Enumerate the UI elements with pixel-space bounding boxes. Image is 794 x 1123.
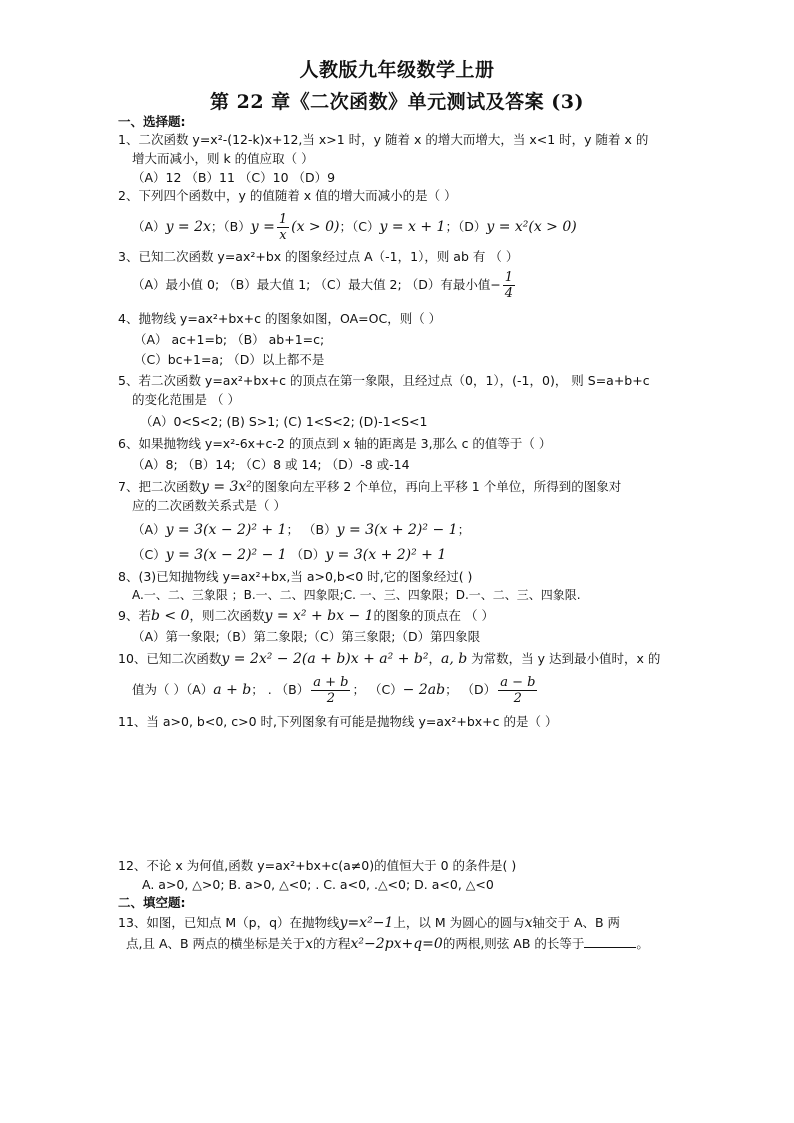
q13-x-1: x — [524, 915, 533, 931]
q7-option-b-label: ； （B） — [286, 522, 337, 537]
q13-text-b: 上，以 M 为圆心的圆与 — [393, 915, 525, 930]
q7-option-b-expr: y = 3(x + 2)² − 1 — [336, 522, 458, 538]
q7-option-c-expr: y = 3(x − 2)² − 1 — [165, 547, 287, 563]
question-1-line-1: 1、二次函数 y=x²-(12-k)x+12,当 x>1 时，y 随着 x 的增大而增大，当 x<1 时，y 随着 x 的 — [118, 132, 649, 147]
q2-option-a-label: （A） — [132, 219, 166, 234]
document-subtitle: 第 22 章《二次函数》单元测试及答案 (3) — [210, 91, 584, 113]
question-11-line-1: 11、当 a>0, b<0, c>0 时,下列图象有可能是抛物线 y=ax²+bx+c 的是（ ） — [118, 714, 558, 729]
q9-text-a: 9、若 — [118, 608, 151, 623]
question-12-options: A. a>0, △>0; B. a>0, △<0; . C. a<0, .△<0; D. a<0, △<0 — [142, 877, 494, 892]
question-13-line-2 — [126, 935, 649, 953]
q2-option-b-label: ；（B） — [210, 219, 251, 234]
document-title: 人教版九年级数学上册 — [299, 59, 495, 81]
q10-text-a: 10、已知二次函数 — [118, 651, 222, 666]
q7-option-b-end: ； — [457, 522, 471, 537]
q9-text-b: ，则二次函数 — [189, 608, 265, 623]
q2-option-c-expr: y = x + 1 — [379, 219, 446, 235]
q9-text-c: 的图象的顶点在 （ ） — [373, 608, 494, 623]
q10-expr-2: a, b — [440, 651, 468, 667]
q2-option-b-expr-pre: y = — [250, 219, 275, 235]
q13-text-a: 13、如图，已知点 M（p，q）在抛物线 — [118, 915, 340, 930]
question-9-line-1 — [118, 606, 494, 626]
q3-fraction: $\frac{1}{4}$ — [504, 270, 514, 301]
q10-expr: y = 2x² − 2(a + b)x + a² + b² — [221, 651, 429, 667]
q7-expr: y = 3x² — [200, 479, 252, 495]
question-1-line-2: 增大而减小，则 k 的值应取（ ） — [132, 151, 314, 166]
q10-opt-a-label: 值为（ ）（A） — [132, 682, 214, 697]
q2-option-b-fraction: $\frac{1}{x}$ — [278, 212, 288, 243]
q9-expr-1: b < 0 — [150, 608, 190, 624]
question-7-options-ab — [132, 519, 470, 541]
q10-opt-b-fraction: $\frac{a + b}{2}$ — [313, 675, 349, 706]
q13-text-f: 的两根,则弦 AB 的长等于 — [442, 936, 585, 951]
question-5-line-2: 的变化范围是 （ ） — [132, 392, 240, 407]
question-4-options-cd: （C）bc+1=a; （D）以上都不是 — [134, 352, 325, 367]
q7-text-a: 7、把二次函数 — [118, 479, 201, 494]
q3-options-text: （A）最小值 0; （B）最大值 1; （C）最大值 2; （D）有最小值− — [132, 277, 501, 292]
question-7-line-1 — [118, 477, 621, 497]
question-6-options: （A）8; （B）14; （C）8 或 14; （D）-8 或-14 — [132, 457, 410, 472]
question-4-line-1: 4、抛物线 y=ax²+bx+c 的图象如图，OA=OC，则（ ） — [118, 311, 442, 326]
q10-opt-b-label: ； . （B） — [251, 682, 310, 697]
q10-opt-d-label: ； （D） — [445, 682, 497, 697]
q13-text-e: 的方程 — [312, 936, 351, 951]
question-13-line-1 — [118, 914, 620, 932]
question-10-line-2 — [132, 672, 539, 708]
question-2-options — [132, 212, 577, 243]
question-5-options: （A）0<S<2; (B) S>1; (C) 1<S<2; (D)-1<S<1 — [140, 414, 428, 429]
q9-expr-2: y = x² + bx − 1 — [264, 608, 374, 624]
question-2-line-1: 2、下列四个函数中，y 的值随着 x 值的增大而减小的是（ ） — [118, 188, 457, 203]
question-3-options — [132, 268, 517, 302]
q13-expr: y=x²−1 — [339, 915, 394, 931]
question-8-options: A.一、二、三象限 ；B.一、二、四象限;C. 一、三、四象限；D.一、二、三、四象限. — [132, 588, 581, 602]
q7-option-a-label: （A） — [132, 522, 166, 537]
question-7-options-cd — [132, 544, 446, 566]
q10-text-b: ， — [428, 651, 441, 666]
section-heading-choice: 一、选择题: — [118, 114, 186, 129]
question-3-line-1: 3、已知二次函数 y=ax²+bx 的图象经过点 A（-1，1），则 ab 有 （ ） — [118, 249, 519, 264]
q10-opt-a-expr: a + b — [213, 682, 252, 698]
q10-opt-d-fraction: $\frac{a - b}{2}$ — [500, 675, 536, 706]
q7-option-a-expr: y = 3(x − 2)² + 1 — [165, 522, 287, 538]
q13-text-d: 点,且 A、B 两点的横坐标是关于 — [126, 936, 306, 951]
q10-opt-c-expr: − 2ab — [402, 682, 446, 698]
q10-text-c: 为常数，当 y 达到最小值时，x 的 — [467, 651, 661, 666]
question-5-line-1: 5、若二次函数 y=ax²+bx+c 的顶点在第一象限，且经过点（0，1），(-1，0)， 则 S=a+b+c — [118, 373, 650, 388]
q2-option-d-label: ；（D） — [445, 219, 487, 234]
question-10-line-1 — [118, 649, 660, 669]
answer-blank[interactable] — [584, 935, 636, 948]
section-heading-fill: 二、填空题: — [118, 895, 186, 910]
q7-option-d-label: （D） — [286, 547, 326, 562]
question-12-line-1: 12、不论 x 为何值,函数 y=ax²+bx+c(a≠0)的值恒大于 0 的条件是( ) — [118, 858, 517, 873]
q2-option-a-expr: y = 2x — [165, 219, 211, 235]
q2-option-b-expr-post: (x > 0) — [291, 219, 340, 235]
question-4-options-ab: （A） ac+1=b; （B） ab+1=c; — [134, 332, 325, 347]
q7-text-b: 的图象向左平移 2 个单位，再向上平移 1 个单位，所得到的图象对 — [251, 479, 622, 494]
q13-x-2: x — [305, 936, 313, 952]
q2-option-c-label: ；（C） — [339, 219, 380, 234]
q13-text-c: 轴交于 A、B 两 — [532, 915, 621, 930]
question-6-line-1: 6、如果抛物线 y=x²-6x+c-2 的顶点到 x 轴的距离是 3,那么 c 的值等于（ ） — [118, 436, 552, 451]
q10-opt-c-label: ； （C） — [352, 682, 403, 697]
q2-option-d-expr: y = x²(x > 0) — [486, 219, 577, 235]
question-7-line-2: 应的二次函数关系式是（ ） — [132, 498, 286, 513]
question-1-options: （A）12 （B）11 （C）10 （D）9 — [132, 170, 336, 185]
question-8-line-1: 8、(3)已知抛物线 y=ax²+bx,当 a>0,b<0 时,它的图象经过( ) — [118, 569, 473, 584]
q13-equation: x²−2px+q=0 — [350, 936, 443, 952]
question-9-options: （A）第一象限;（B）第二象限;（C）第三象限;（D）第四象限 — [132, 629, 481, 644]
q7-option-c-label: （C） — [132, 547, 166, 562]
q7-option-d-expr: y = 3(x + 2)² + 1 — [325, 547, 447, 563]
q13-text-end: 。 — [636, 936, 649, 951]
